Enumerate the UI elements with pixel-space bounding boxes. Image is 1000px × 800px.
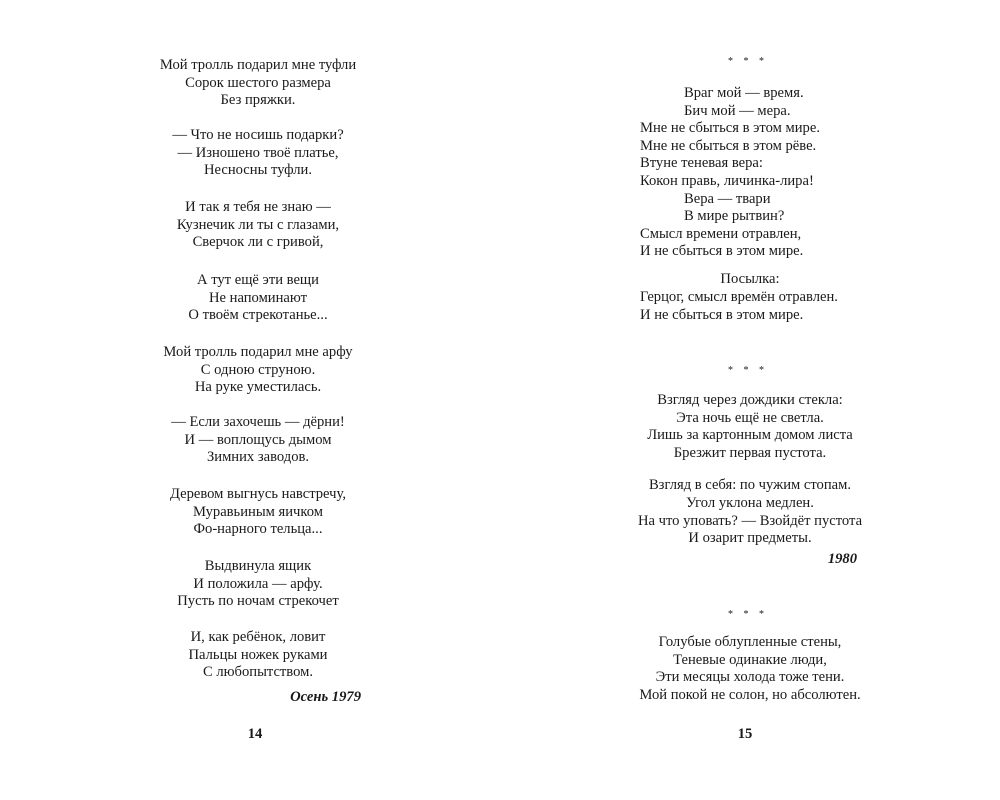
verse-line: Взгляд в себя: по чужим стопам. — [648, 477, 852, 494]
stanza — [140, 629, 376, 682]
verse-line: Лишь за картонным домом листа — [647, 427, 853, 444]
separator-stars: * * * — [728, 609, 768, 620]
stanza — [620, 477, 880, 547]
verse-line: Бич мой — мера. — [684, 102, 791, 119]
verse-line: Теневые одинакие люди, — [673, 651, 827, 668]
right-signature: 1980 — [827, 551, 857, 567]
verse-line: Угол уклона медлен. — [686, 494, 814, 511]
left-signature: Осень 1979 — [290, 689, 361, 705]
verse-line: В мире рытвин? — [684, 208, 785, 225]
verse-line: Взгляд через дождики стекла: — [657, 392, 843, 408]
stanza — [140, 344, 376, 397]
verse-line: Эти месяцы холода тоже тени. — [655, 669, 845, 686]
verse-line: Муравьиным яичком — [192, 503, 323, 520]
verse-line: Кокон правь, личинка-лира! — [640, 172, 814, 189]
stanza — [140, 414, 376, 467]
verse-line: Несносны туфли. — [203, 162, 313, 179]
verse-line: Герцог, смысл времён отравлен. — [640, 289, 838, 305]
verse-line: И — воплощусь дымом — [184, 431, 332, 448]
verse-line: Мне не сбыться в этом рёве. — [640, 137, 817, 154]
verse-line: Кузнечик ли ты с глазами, — [176, 216, 340, 233]
verse-line: И так я тебя не знаю — — [185, 199, 331, 215]
verse-line: Втуне теневая вера: — [640, 155, 763, 172]
stanza — [140, 127, 376, 180]
separator-stars: * * * — [728, 365, 768, 376]
verse-line: И не сбыться в этом мире. — [640, 306, 804, 323]
page-number-right: 15 — [737, 726, 753, 742]
verse-line: С любопытством. — [202, 664, 313, 681]
stanza — [140, 272, 376, 325]
stanza — [620, 392, 880, 462]
verse-line: Сорок шестого размера — [185, 74, 331, 91]
verse-line: И положила — арфу. — [193, 575, 323, 592]
verse-line: Эта ночь ещё не светла. — [676, 409, 824, 426]
verse-line: Голубые облупленные стены, — [658, 634, 842, 650]
verse-line: С одною струною. — [200, 361, 316, 378]
stanza — [140, 486, 376, 539]
verse-line: Сверчок ли с гривой, — [192, 234, 324, 251]
verse-line: Зимних заводов. — [206, 449, 310, 466]
poem-враг-мой — [640, 85, 820, 261]
verse-line: О твоём стрекотанье... — [188, 307, 328, 324]
stanza — [140, 558, 376, 611]
verse-line: И озарит предметы. — [688, 530, 812, 547]
verse-line: — Если захочешь — дёрни! — [171, 414, 345, 430]
verse-line: На что уповать? — Взойдёт пустота — [637, 512, 863, 529]
verse-line: Вера — твари — [684, 190, 771, 207]
verse-line: На руке уместилась. — [194, 379, 322, 396]
verse-line: Без пряжки. — [220, 92, 296, 109]
envoi — [640, 289, 838, 324]
verse-line: Выдвинула ящик — [204, 558, 312, 574]
verse-line: Не напоминают — [208, 289, 307, 306]
verse-line: Пусть по ночам стрекочет — [177, 593, 339, 610]
stanza — [140, 199, 376, 252]
verse-line: Брезжит первая пустота. — [673, 444, 827, 461]
verse-line: Фо-нарного тельца... — [193, 521, 323, 538]
verse-line: — Что не носишь подарки? — [172, 127, 344, 143]
verse-line: Мне не сбыться в этом мире. — [640, 120, 820, 137]
verse-line: Пальцы ножек руками — [188, 646, 328, 663]
verse-line: И не сбыться в этом мире. — [640, 243, 804, 260]
verse-line: Деревом выгнусь навстречу, — [169, 486, 346, 502]
verse-line: Мой тролль подарил мне туфли — [159, 57, 357, 73]
envoi-title: Посылка: — [720, 271, 780, 287]
poem-взгляд — [620, 392, 880, 548]
page-number-left: 14 — [247, 726, 263, 742]
poem-голубые — [620, 634, 880, 704]
verse-line: Мой покой не солон, но абсолютен. — [639, 686, 861, 703]
stanza — [140, 57, 376, 110]
verse-line: — Изношено твоё платье, — [177, 144, 339, 161]
verse-line: Смысл времени отравлен, — [640, 225, 802, 242]
verse-line: И, как ребёнок, ловит — [190, 629, 326, 645]
verse-line: А тут ещё эти вещи — [197, 272, 319, 288]
verse-line: Мой тролль подарил мне арфу — [163, 344, 353, 360]
verse-line: Враг мой — время. — [684, 85, 804, 101]
separator-stars: * * * — [728, 56, 768, 67]
